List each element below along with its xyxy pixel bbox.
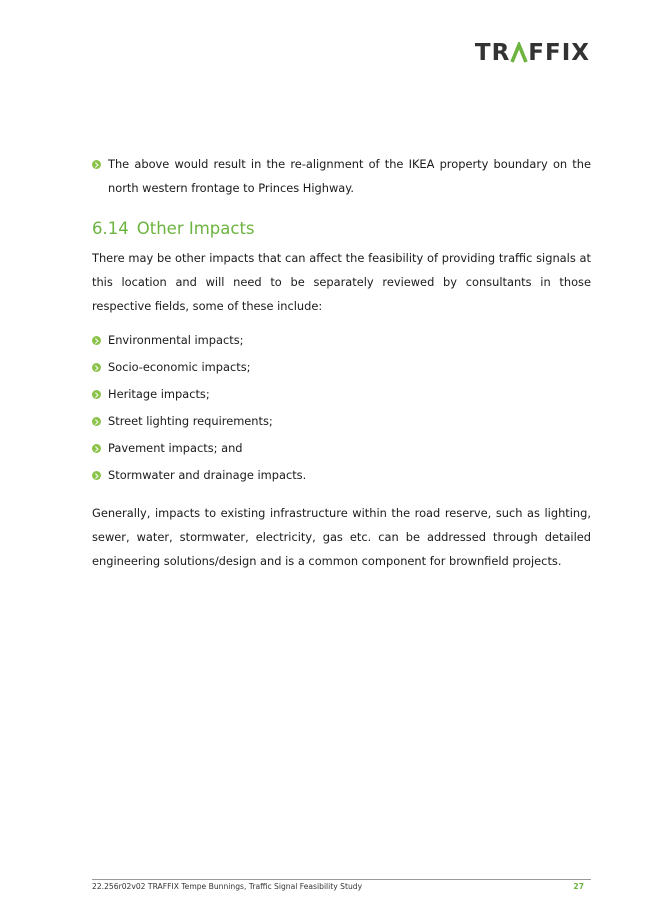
footer-divider	[92, 879, 591, 880]
list-item-text: Socio-economic impacts;	[108, 360, 251, 374]
footer-page-number: 27	[573, 882, 584, 891]
chevron-circle-icon	[92, 160, 101, 169]
paragraph-intro: There may be other impacts that can affect the feasibility of providing traffic signals at this location and will need to be separately reviewed by consultants in those respective fields, some of these include:	[92, 251, 591, 313]
traffix-logo	[475, 40, 590, 66]
intro-bullet-text: The above would result in the re-alignment of the IKEA property boundary on the north western frontage to Princes Highway.	[108, 157, 591, 195]
bullet-item	[92, 152, 591, 200]
logo-text-ffix: FFIX	[528, 40, 590, 66]
list-item	[92, 328, 591, 352]
chevron-circle-icon	[92, 417, 101, 426]
paragraph-conclusion: Generally, impacts to existing infrastructure within the road reserve, such as lighting, sewer, water, stormwater, electricity, gas etc. can be addressed through detailed engineering solutions/design and is a common component for brownfield projects.	[92, 506, 591, 568]
footer-document-ref: 22.256r02v02 TRAFFIX Tempe Bunnings, Traffic Signal Feasibility Study	[92, 882, 363, 891]
logo-mark	[475, 40, 590, 66]
logo-a-chevron-icon	[510, 42, 528, 64]
section-title: Other Impacts	[136, 219, 255, 238]
page-content	[92, 152, 591, 582]
section-heading	[92, 218, 591, 240]
list-item-text: Stormwater and drainage impacts.	[108, 468, 307, 482]
list-item	[92, 355, 591, 379]
list-item	[92, 463, 591, 487]
list-item	[92, 436, 591, 460]
list-item	[92, 382, 591, 406]
list-item	[92, 409, 591, 433]
list-item-text: Heritage impacts;	[108, 387, 210, 401]
list-item-text: Environmental impacts;	[108, 333, 244, 347]
logo-text-tr: TR	[474, 40, 511, 66]
chevron-circle-icon	[92, 471, 101, 480]
section-number: 6.14	[92, 219, 129, 238]
chevron-circle-icon	[92, 390, 101, 399]
chevron-circle-icon	[92, 363, 101, 372]
list-item-text: Street lighting requirements;	[108, 414, 273, 428]
impacts-list	[92, 328, 591, 487]
list-item-text: Pavement impacts; and	[108, 441, 243, 455]
chevron-circle-icon	[92, 444, 101, 453]
chevron-circle-icon	[92, 336, 101, 345]
